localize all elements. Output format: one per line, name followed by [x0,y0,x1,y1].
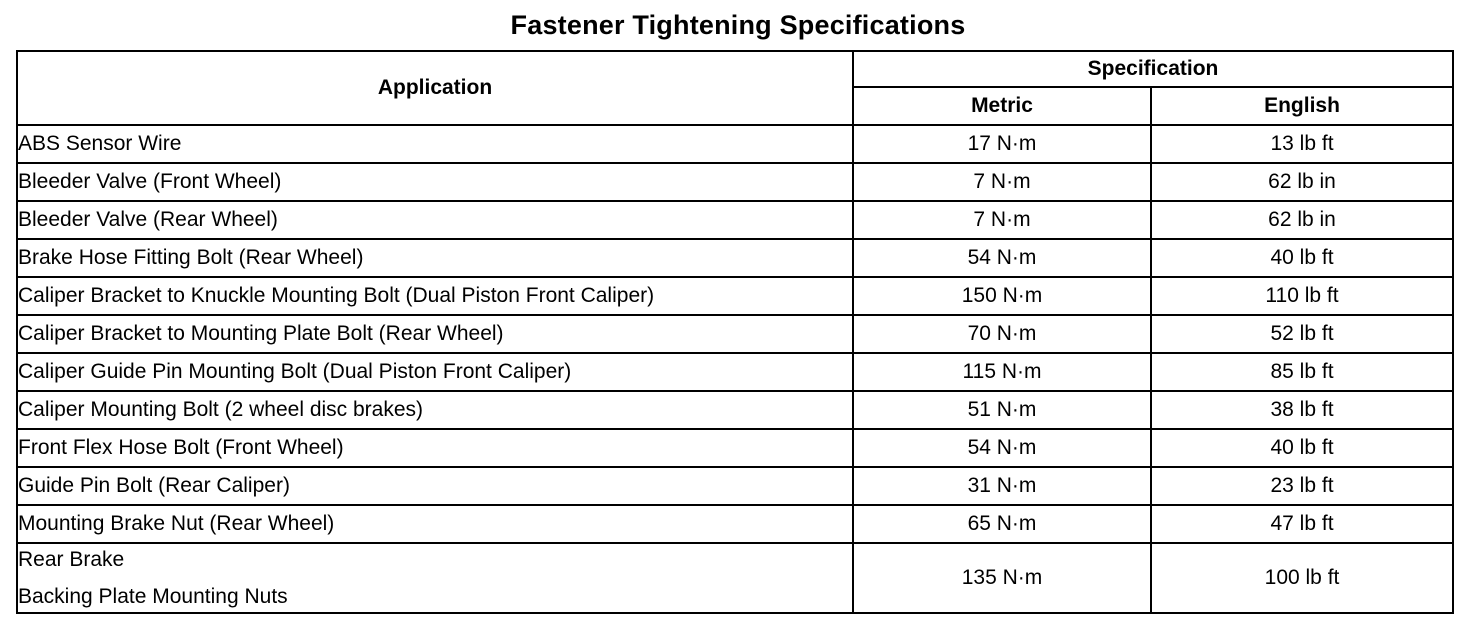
table-row [17,163,1453,201]
english-cell: 85 lb ft [1151,353,1453,391]
header-metric: Metric [853,87,1151,125]
table-row [17,277,1453,315]
english-cell: 110 lb ft [1151,277,1453,315]
english-cell: 40 lb ft [1151,429,1453,467]
header-english: English [1151,87,1453,125]
table-row [17,125,1453,163]
application-cell: Front Flex Hose Bolt (Front Wheel) [17,429,853,467]
metric-cell: 115 N·m [853,353,1151,391]
header-application: Application [17,51,853,125]
english-cell: 40 lb ft [1151,239,1453,277]
metric-cell: 70 N·m [853,315,1151,353]
table-row [17,467,1453,505]
application-line-2: Backing Plate Mounting Nuts [18,585,288,608]
table-row [17,201,1453,239]
english-cell: 23 lb ft [1151,467,1453,505]
metric-cell: 150 N·m [853,277,1151,315]
english-cell: 38 lb ft [1151,391,1453,429]
english-cell: 52 lb ft [1151,315,1453,353]
metric-cell: 51 N·m [853,391,1151,429]
application-cell: Bleeder Valve (Rear Wheel) [17,201,853,239]
table-row [17,391,1453,429]
metric-cell: 65 N·m [853,505,1151,543]
application-cell: Caliper Mounting Bolt (2 wheel disc brakes) [17,391,853,429]
metric-cell: 31 N·m [853,467,1151,505]
english-cell: 62 lb in [1151,163,1453,201]
application-cell: Caliper Guide Pin Mounting Bolt (Dual Piston Front Caliper) [17,353,853,391]
english-cell: 62 lb in [1151,201,1453,239]
application-cell: Caliper Bracket to Mounting Plate Bolt (Rear Wheel) [17,315,853,353]
table-header-row [17,51,1453,87]
english-cell: 100 lb ft [1151,543,1453,613]
application-cell: Bleeder Valve (Front Wheel) [17,163,853,201]
application-cell [17,543,853,613]
metric-cell: 17 N·m [853,125,1151,163]
application-cell: Mounting Brake Nut (Rear Wheel) [17,505,853,543]
table-row [17,505,1453,543]
application-cell: ABS Sensor Wire [17,125,853,163]
table-row [17,315,1453,353]
table-row [17,543,1453,613]
table-row [17,353,1453,391]
application-line-1: Rear Brake [18,547,125,571]
english-cell: 13 lb ft [1151,125,1453,163]
page-title: Fastener Tightening Specifications [510,10,966,40]
table-row [17,429,1453,467]
english-cell: 47 lb ft [1151,505,1453,543]
metric-cell: 54 N·m [853,429,1151,467]
application-cell: Guide Pin Bolt (Rear Caliper) [17,467,853,505]
metric-cell: 7 N·m [853,201,1151,239]
metric-cell: 135 N·m [853,543,1151,613]
metric-cell: 54 N·m [853,239,1151,277]
fastener-spec-table [16,50,1454,614]
application-cell: Caliper Bracket to Knuckle Mounting Bolt (Dual Piston Front Caliper) [17,277,853,315]
application-cell: Brake Hose Fitting Bolt (Rear Wheel) [17,239,853,277]
metric-cell: 7 N·m [853,163,1151,201]
table-row [17,239,1453,277]
header-specification: Specification [853,51,1453,87]
